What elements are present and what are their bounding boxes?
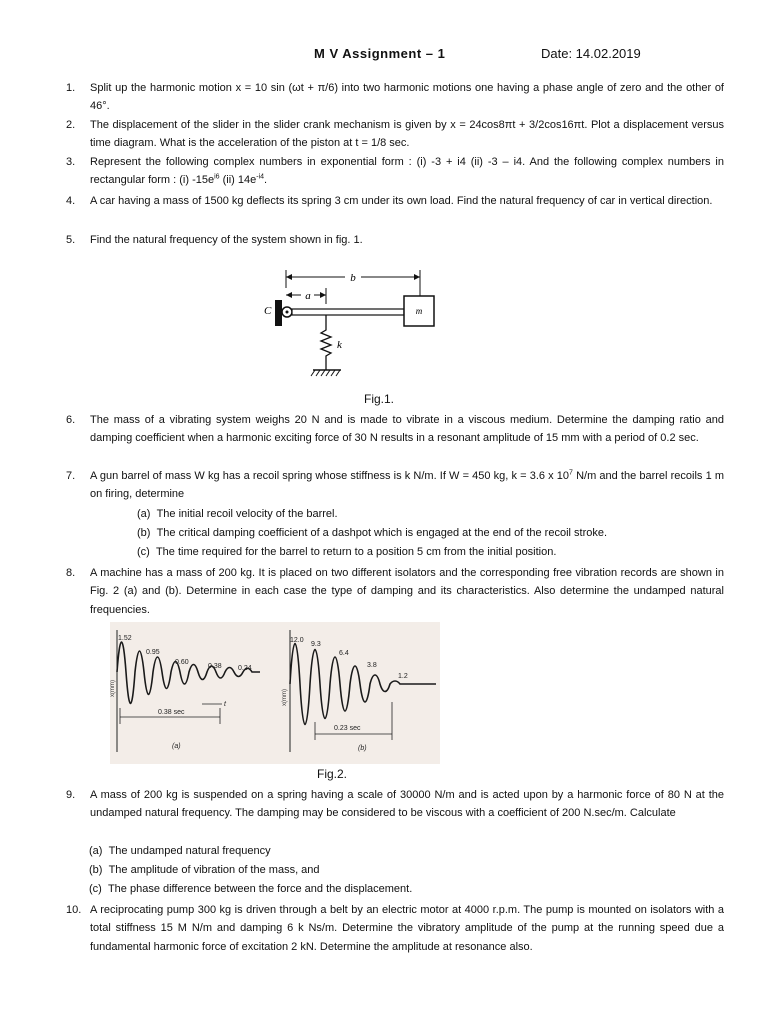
fig1-diagram (255, 262, 455, 384)
question-1 (66, 79, 724, 116)
question-text: A mass of 200 kg is suspended on a spring having a scale of 30000 N/m and is acted upon by a harmonic force of 80 N at the undamped natural frequency. The damping may be considered to be viscous with a coefficient of 200 N.sec/m. Calculate (90, 789, 724, 820)
question-text: A machine has a mass of 200 kg. It is placed on two different isolators and the corresponding free vibration records are shown in Fig. 2 (a) and (b). Determine in each case the type of damping and its characteristics. Also determine the undamped natural frequencies. (90, 567, 724, 616)
question-number: 5. (66, 234, 76, 246)
q7-sub-c: (c) The time required for the barrel to return to a position 5 cm from the initial position. (137, 546, 557, 558)
fig2-caption: Fig.2. (317, 767, 348, 781)
question-7 (66, 467, 724, 504)
question-number: 10. (66, 904, 82, 916)
question-text: A reciprocating pump 300 kg is driven through a belt by an electric motor at 4000 r.p.m. The pump is mounted on isolators with a total stiffness 15 M N/m and damping 6 k Ns/m. Determine the vibratory amplitude of the pump at the running speed due a fundamental harmonic force of excitation 2 kN. Determine the amplitude at resonance also. (90, 904, 724, 953)
fig2b-time: 0.23 sec (334, 725, 361, 732)
q9-sub-b: (b) The amplitude of vibration of the mass, and (89, 864, 320, 876)
fig2a-label: (a) (172, 743, 181, 750)
fig2a-peak: 1.52 (118, 635, 132, 642)
fig2b-ylabel: x(mm) (282, 689, 288, 706)
assignment-date: Date: 14.02.2019 (541, 46, 641, 61)
question-9 (66, 786, 724, 823)
question-text: Find the natural frequency of the system shown in fig. 1. (90, 234, 363, 246)
question-number: 9. (66, 789, 76, 801)
q7-sub-a: (a) The initial recoil velocity of the barrel. (137, 508, 338, 520)
fig2-photo (110, 622, 440, 764)
fig1-label-c: C (264, 305, 272, 317)
fig2a-t: t (224, 701, 226, 708)
question-number: 3. (66, 156, 76, 168)
question-number: 2. (66, 119, 76, 131)
question-text: Represent the following complex numbers in exponential form : (i) -3 + i4 (ii) -3 – i4. And the following complex numbers in rectangular form : (i) $-15e^{i6}$ (ii) $14e^{-i4}$. (90, 156, 724, 187)
question-number: 4. (66, 195, 76, 207)
question-number: 6. (66, 414, 76, 426)
fig2a-ylabel: x(mm) (110, 680, 116, 697)
question-10 (66, 901, 724, 956)
question-8 (66, 564, 724, 619)
q9-sub-c: (c) The phase difference between the force and the displacement. (89, 883, 413, 895)
fig1-label-m: m (415, 306, 423, 316)
fig2-diagram (110, 622, 440, 764)
question-2 (66, 116, 724, 153)
question-5 (66, 231, 724, 249)
question-6 (66, 411, 724, 448)
question-number: 1. (66, 82, 76, 94)
question-number: 8. (66, 567, 76, 579)
question-text: Split up the harmonic motion x = 10 sin (ωt + π/6) into two harmonic motions one having a phase angle of zero and the other of 46°. (90, 82, 724, 113)
fig2b-peak: 6.4 (339, 650, 349, 657)
fig1-caption: Fig.1. (364, 392, 395, 406)
fig2b-label: (b) (358, 745, 367, 752)
question-number: 7. (66, 470, 76, 482)
question-text: A gun barrel of mass W kg has a recoil spring whose stiffness is k N/m. If W = 450 kg, k = 3.6 x $10^7$ N/m and the barrel recoils 1 m on firing, determine (90, 469, 725, 501)
fig2b-peak: 12.0 (290, 637, 304, 644)
fig1-label-b: b (350, 272, 356, 284)
fig2a-time: 0.38 sec (158, 709, 185, 716)
fig2b-peak: 9.3 (311, 641, 321, 648)
question-4 (66, 192, 724, 210)
question-text: The mass of a vibrating system weighs 20 N and is made to vibrate in a viscous medium. Determine the damping ratio and damping coefficient when a harmonic exciting force of 30 N results in a resonant amplitude of 15 mm with a period of 0.2 sec. (90, 414, 724, 445)
question-text: A car having a mass of 1500 kg deflects its spring 3 cm under its own load. Find the natural frequency of car in vertical direction. (90, 195, 713, 207)
fig2a-peak: 0.60 (175, 659, 189, 666)
question-3 (66, 153, 724, 190)
assignment-title: M V Assignment – 1 (314, 46, 446, 61)
fig2a-peak: 0.38 (208, 663, 222, 670)
fig2a-peak: 0.24 (238, 665, 252, 672)
fig2b-peak: 3.8 (367, 662, 377, 669)
q7-sub-b: (b) The critical damping coefficient of a dashpot which is engaged at the end of the recoil stroke. (137, 527, 608, 539)
fig2a-peak: 0.95 (146, 649, 160, 656)
fig1-label-k: k (337, 339, 342, 351)
fig1-label-a: a (305, 290, 311, 302)
question-text: The displacement of the slider in the slider crank mechanism is given by x = 24cos8πt + 3/2cos16πt. Plot a displacement versus time diagram. What is the acceleration of the piston at t = 1/8 sec. (90, 119, 724, 150)
q9-sub-a: (a) The undamped natural frequency (89, 845, 271, 857)
fig2b-peak: 1.2 (398, 673, 408, 680)
